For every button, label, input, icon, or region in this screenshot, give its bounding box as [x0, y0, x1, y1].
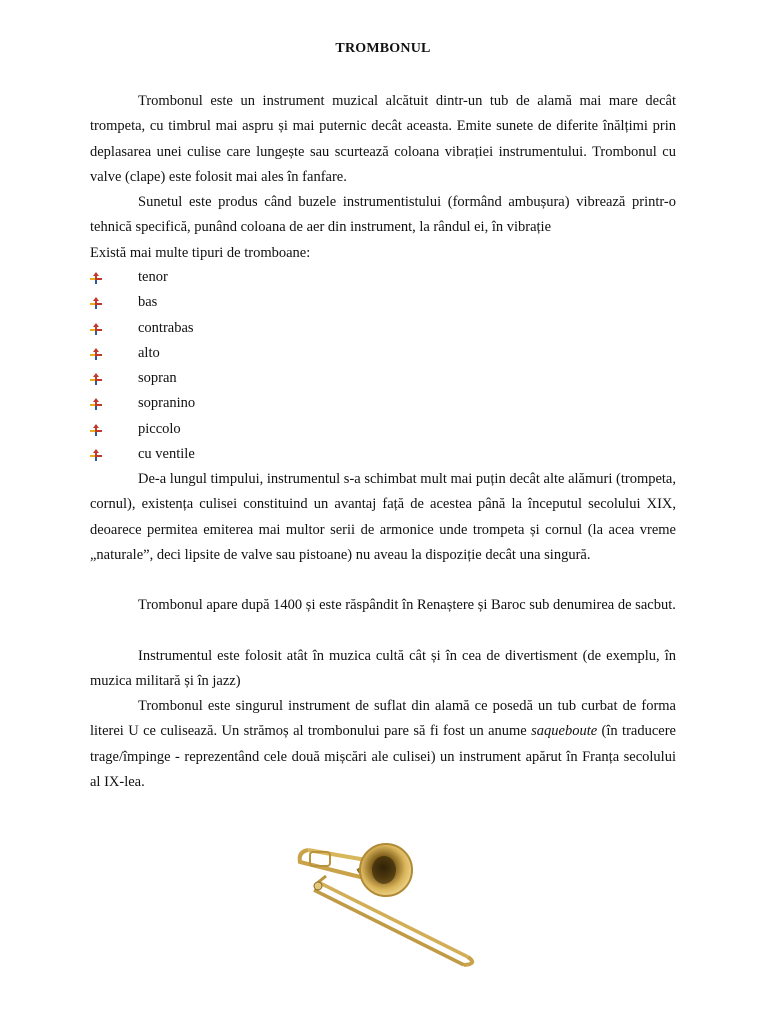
list-item [90, 290, 676, 315]
list-item-label: alto [138, 344, 160, 361]
list-item-label: cu ventile [138, 446, 195, 463]
paragraph-origin-italic: saqueboute [531, 723, 598, 740]
paragraph-origin-text-a: Trombonul este singurul instrument de suflat din alamă ce posedă un tub curbat de forma literei U ce culisează. Un strămoș al trombonului pare să fi fost un anume [90, 698, 676, 740]
list-item-label: tenor [138, 269, 168, 285]
list-item [90, 316, 676, 341]
arrow-bullet-icon [90, 398, 102, 410]
arrow-bullet-icon [90, 348, 102, 360]
paragraph-sound-text: Sunetul este produs când buzele instrumentistului (formând ambușura) vibrează printr-o tehnică specifică, punând coloana de aer din instrument, la rândul ei, în vibrație [90, 194, 676, 236]
list-item [90, 341, 676, 366]
arrow-bullet-icon [90, 272, 102, 284]
arrow-bullet-icon [90, 323, 102, 335]
list-item-label: bas [138, 294, 158, 311]
paragraph-intro: Trombonul este un instrument muzical alcătuit dintr-un tub de alamă mai mare decât trompeta, cu timbrul mai aspru și mai puternic decât aceasta. Emite sunete de diferite înălțimi prin deplasarea unei culise care lungește sau scurtează coloana vibrației instrumentului. Trombonul cu valve (clape) este folosit mai ales în fanfare. [90, 93, 676, 185]
list-item [90, 442, 676, 467]
list-item-label: sopran [138, 370, 177, 387]
arrow-bullet-icon [90, 373, 102, 385]
arrow-bullet-icon [90, 297, 102, 309]
paragraph-origin [90, 694, 676, 795]
paragraph-types-intro: Există mai multe tipuri de tromboane: [90, 244, 311, 261]
list-item [90, 265, 676, 290]
paragraph-history: De-a lungul timpului, instrumentul s-a schimbat mult mai puțin decât alte alămuri (trompeta, cornul), existența culisei constituind un avantaj față de acestea până la începutul secolului XIX, deoarece permitea emiterea mai multor serii de armonice unde trompeta și cornul (la acea vreme „naturale”, deci lipsite de valve sau pistoane) nu aveau la dispoziție decât una singură. [90, 471, 676, 563]
list-item-label: sopranino [138, 395, 196, 412]
list-item [90, 417, 676, 442]
list-item-label: piccolo [138, 420, 181, 437]
arrow-bullet-icon [90, 449, 102, 461]
list-item [90, 366, 676, 391]
list-item [90, 391, 676, 416]
paragraph-origin-text-b: (în traducere trage/împinge - reprezentând cele două mișcări ale culisei) un instrument apărut în Franța secolului al IX-lea. [90, 723, 676, 790]
arrow-bullet-icon [90, 424, 102, 436]
trombone-types-list [90, 265, 676, 467]
paragraph-renaissance: Trombonul apare după 1400 și este răspândit în Renaștere și Baroc sub denumirea de sacbut. [138, 597, 676, 613]
paragraph-sound [90, 190, 676, 266]
paragraph-usage: Instrumentul este folosit atât în muzica cultă cât și în cea de divertisment (de exemplu, în muzica militară și în jazz) [90, 648, 676, 690]
document-title: TROMBONUL [335, 41, 431, 56]
trombone-image [288, 832, 488, 982]
list-item-label: contrabas [138, 319, 194, 336]
